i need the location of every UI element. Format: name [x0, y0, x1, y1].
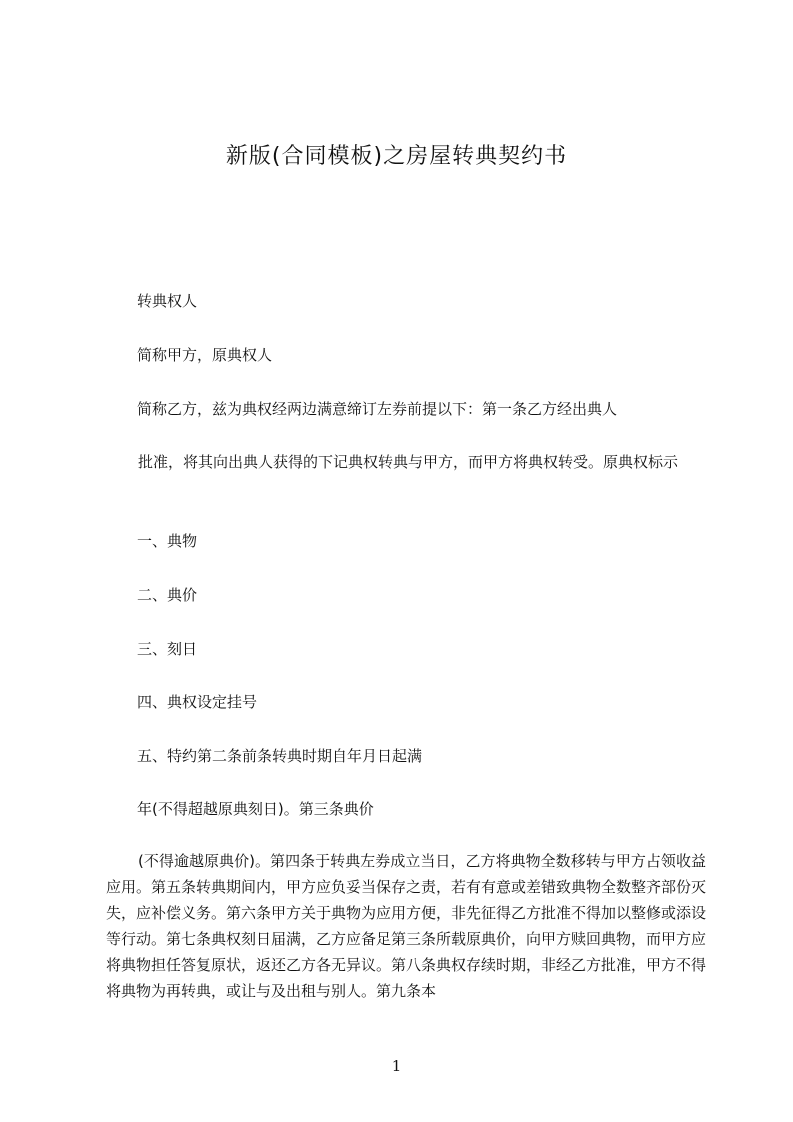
paragraph-body: (不得逾越原典价)。第四条于转典左券成立当日，乙方将典物全数移转与甲方占领收益应用。第五条转典期间内，甲方应负妥当保存之责，若有有意或差错致典物全数整齐部份灭失，应补偿义务。第六条甲方关于典物为应用方便，非先征得乙方批准不得加以整修或添设等行动。第七条典权刻日届满，乙方应备足第三条所载原典价，向甲方赎回典物，而甲方应将典物担任答复原状，返还乙方各无异议。第八条典权存续时期，非经乙方批准，甲方不得将典物为再转典，或让与及出租与别人。第九条本 [106, 852, 707, 1000]
page-number: 1 [391, 1057, 402, 1075]
paragraph-approval: 批准，将其向出典人获得的下记典权转典与甲方，而甲方将典权转受。原典权标示 [138, 453, 679, 471]
list-item-pledge-price: 二、典价 [137, 586, 198, 604]
document-title: 新版(合同模板)之房屋转典契约书 [225, 144, 568, 169]
text-line-party-a: 简称甲方，原典权人 [137, 346, 273, 364]
list-item-registration: 四、典权设定挂号 [137, 693, 258, 711]
list-item-special-terms: 五、特约第二条前条转典时期自年月日起满 [137, 747, 423, 765]
list-item-pledged-property: 一、典物 [137, 532, 198, 550]
text-line-term-years: 年(不得超越原典刻日)。第三条典价 [137, 800, 374, 818]
list-item-term: 三、刻日 [137, 640, 198, 658]
text-line-party-b: 简称乙方，兹为典权经两边满意缔订左券前提以下：第一条乙方经出典人 [137, 400, 618, 418]
text-line-transferee: 转典权人 [137, 292, 198, 310]
